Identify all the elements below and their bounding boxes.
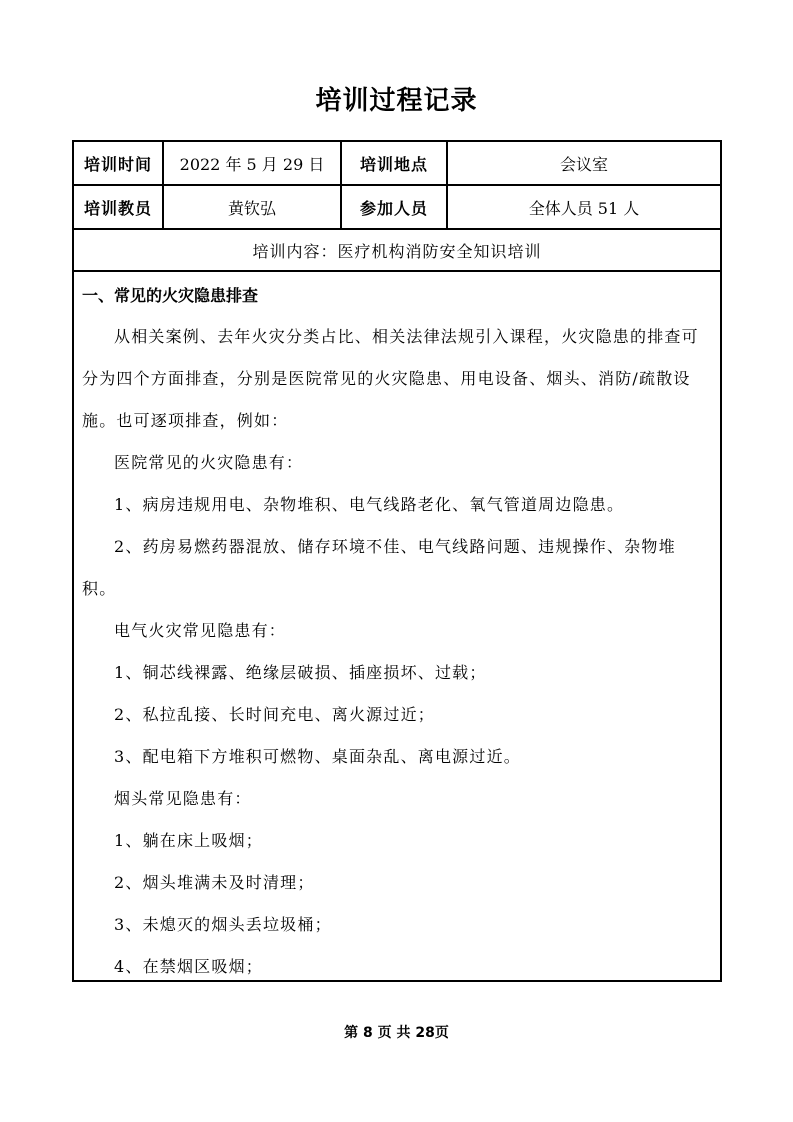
list-item: 1、铜芯线裸露、绝缘层破损、插座损坏、过载； xyxy=(114,663,487,682)
info-row-time-location xyxy=(74,142,720,186)
page-number: 第 8 页 共 28页 xyxy=(344,1025,449,1041)
label-training-location: 培训地点 xyxy=(342,142,448,184)
list-item: 1、躺在床上吸烟； xyxy=(114,831,263,850)
value-participants: 全体人员 51 人 xyxy=(528,198,640,218)
section-title: 一、常见的火灾隐患排查 xyxy=(82,286,259,305)
info-row-instructor-participants xyxy=(74,186,720,230)
value-training-location: 会议室 xyxy=(559,154,608,174)
value-instructor: 黄钦弘 xyxy=(164,186,342,228)
content-body xyxy=(74,272,720,980)
training-record-table xyxy=(72,140,722,982)
list-item: 3、未熄灭的烟头丢垃圾桶； xyxy=(114,915,332,934)
content-heading: 培训内容：医疗机构消防安全知识培训 xyxy=(252,241,542,261)
label-instructor: 培训教员 xyxy=(74,186,164,228)
list-item: 1、病房违规用电、杂物堆积、电气线路老化、氧气管道周边隐患。 xyxy=(114,495,625,514)
label-participants: 参加人员 xyxy=(342,186,448,228)
document-title: 培训过程记录 xyxy=(315,86,478,116)
value-training-time: 2022 年 5 月 29 日 xyxy=(164,142,342,184)
list-item: 3、配电箱下方堆积可燃物、桌面杂乱、离电源过近。 xyxy=(114,747,521,766)
label-training-time: 培训时间 xyxy=(74,142,164,184)
paragraph: 电气火灾常见隐患有： xyxy=(114,621,287,640)
list-item: 2、药房易燃药器混放、储存环境不佳、电气线路问题、违规操作、杂物堆积。 xyxy=(82,537,676,598)
content-heading-row xyxy=(74,230,720,272)
list-item: 2、烟头堆满未及时清理； xyxy=(114,873,315,892)
paragraph: 从相关案例、去年火灾分类占比、相关法律法规引入课程，火灾隐患的排查可分为四个方面排查，分别是医院常见的火灾隐患、用电设备、烟头、消防/疏散设施。也可逐项排查，例如： xyxy=(82,327,699,430)
list-item: 2、私拉乱接、长时间充电、离火源过近； xyxy=(114,705,435,724)
paragraph: 医院常见的火灾隐患有： xyxy=(114,453,304,472)
paragraph: 烟头常见隐患有： xyxy=(114,789,252,808)
list-item: 4、在禁烟区吸烟； xyxy=(114,957,263,976)
